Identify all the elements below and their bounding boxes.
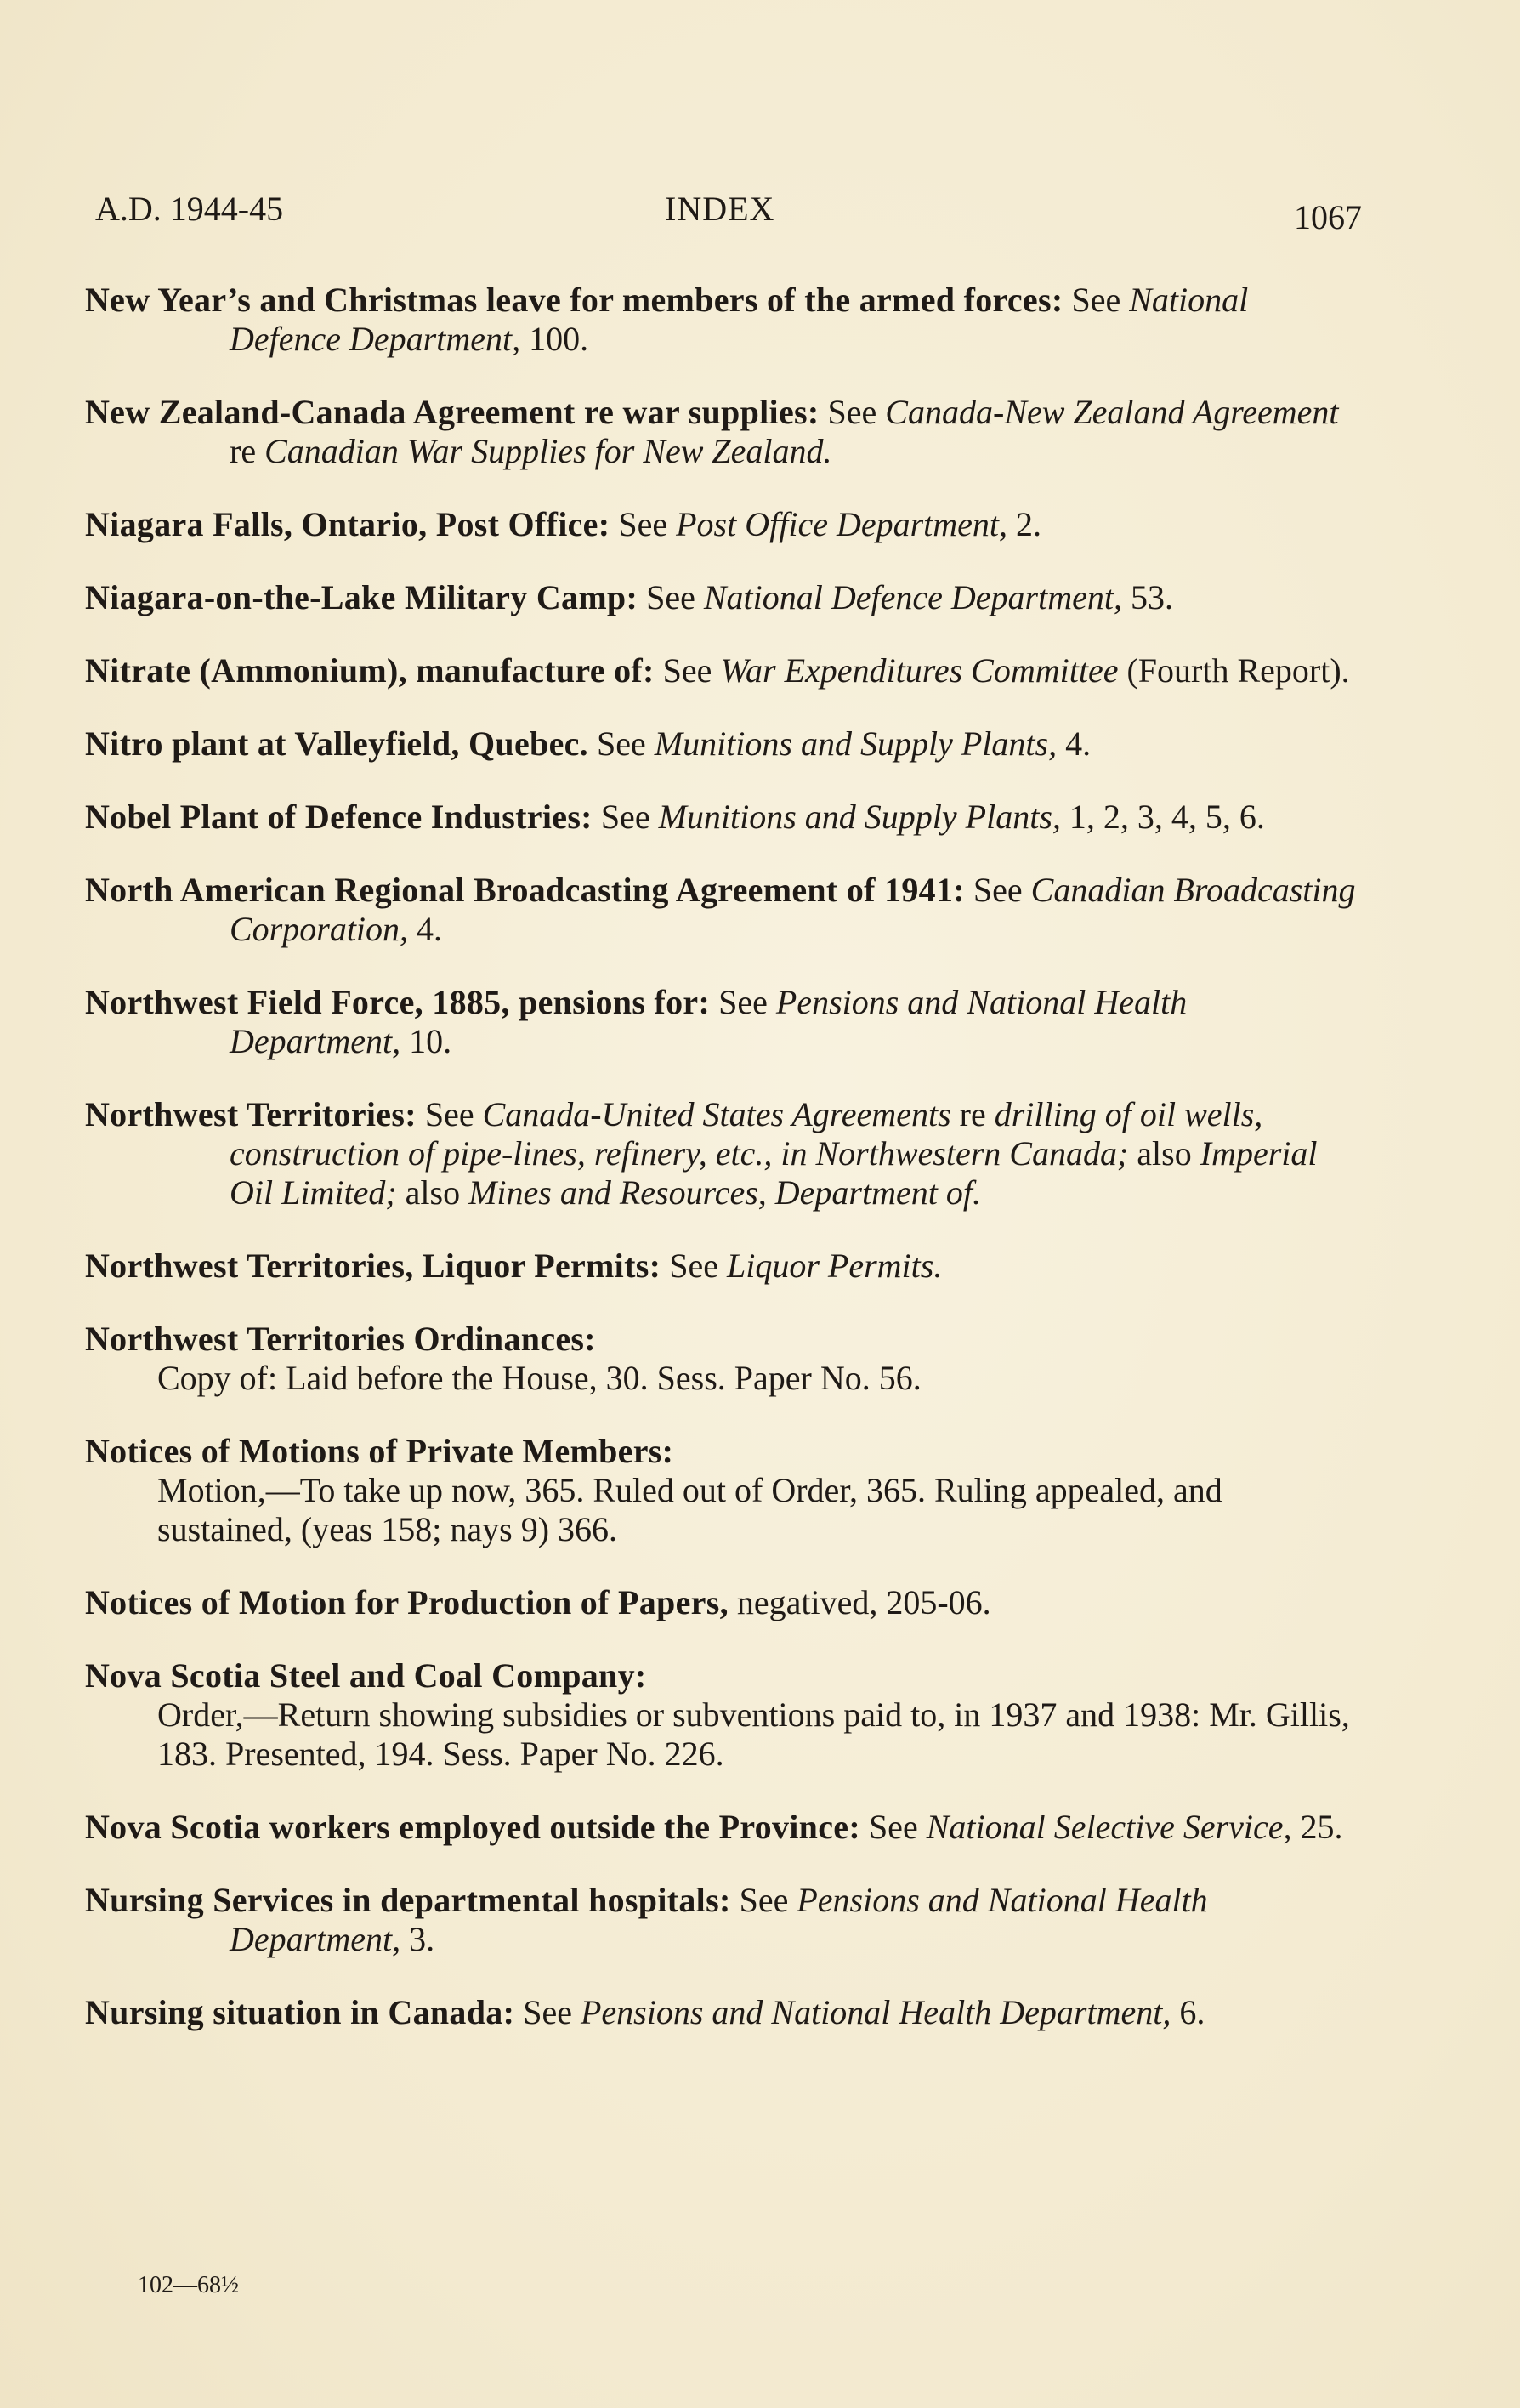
entry-connector-3: also	[396, 1173, 469, 1212]
entry-see: See	[523, 1993, 572, 2031]
entry-tail: 53.	[1121, 578, 1173, 616]
entry-tail: (Fourth Report).	[1118, 651, 1350, 690]
entry-reference: Pensions and National Health Department,	[230, 983, 1188, 1060]
entry-reference-3: Imperial Oil Limited;	[230, 1134, 1318, 1212]
entry-heading: Northwest Field Force, 1885, pensions for:	[85, 983, 711, 1021]
index-entry	[85, 1881, 1360, 1959]
entry-reference: Canadian Broadcasting Corporation,	[230, 871, 1356, 948]
entry-reference: Post Office Department,	[676, 505, 1008, 543]
index-entry	[85, 983, 1360, 1061]
entry-reference: Pensions and National Health Department,	[580, 1993, 1171, 2031]
index-entry	[85, 724, 1360, 764]
entry-connector: re	[230, 432, 265, 470]
entry-reference: Canada-United States Agreements	[482, 1095, 951, 1133]
entry-reference: Pensions and National Health Department,	[230, 1881, 1208, 1958]
entry-tail: 100.	[520, 320, 589, 358]
entry-heading: Nitrate (Ammonium), manufacture of:	[85, 651, 655, 690]
header-date-range: A.D. 1944-45	[95, 190, 284, 228]
entry-body: Copy of: Laid before the House, 30. Sess. Paper No. 56.	[157, 1359, 922, 1397]
entry-heading: Niagara Falls, Ontario, Post Office:	[85, 505, 610, 543]
index-entry	[85, 1247, 1360, 1286]
entry-heading: Northwest Territories, Liquor Permits:	[85, 1247, 661, 1285]
index-entry	[85, 281, 1360, 359]
entry-see: See	[646, 578, 695, 616]
entry-see: See	[718, 983, 768, 1021]
entry-connector-2: also	[1128, 1134, 1200, 1173]
entry-heading: Nursing situation in Canada:	[85, 1993, 515, 2031]
entry-tail: 1, 2, 3, 4, 5, 6.	[1060, 798, 1265, 836]
entry-heading: Nitro plant at Valleyfield, Quebec.	[85, 724, 588, 763]
entry-heading: New Year’s and Christmas leave for members of the armed forces:	[85, 281, 1063, 319]
entry-body: Motion,—To take up now, 365. Ruled out of Order, 365. Ruling appealed, and sustained, (yeas 158; nays 9) 366.	[157, 1471, 1222, 1548]
entry-heading: Northwest Territories:	[85, 1095, 417, 1133]
signature-mark: 102—68½	[138, 2272, 239, 2298]
entry-see: See	[618, 505, 668, 543]
entry-reference: National Defence Department,	[703, 578, 1122, 616]
page-number: 1067	[1294, 198, 1362, 236]
entry-heading: Nursing Services in departmental hospitals:	[85, 1881, 731, 1919]
index-entry	[85, 1656, 1360, 1774]
index-entry	[85, 798, 1360, 837]
entry-heading: New Zealand-Canada Agreement re war supplies:	[85, 393, 820, 431]
entry-tail: 6.	[1171, 1993, 1205, 2031]
entry-heading: Niagara-on-the-Lake Military Camp:	[85, 578, 638, 616]
entry-heading: Northwest Territories Ordinances:	[85, 1320, 596, 1358]
entry-heading: Notices of Motion for Production of Papers,	[85, 1583, 729, 1621]
index-entry	[85, 1993, 1360, 2032]
index-entry	[85, 578, 1360, 617]
entry-reference: War Expenditures Committee	[720, 651, 1119, 690]
index-entry	[85, 871, 1360, 949]
entry-see: See	[739, 1881, 789, 1919]
entry-heading: Notices of Motions of Private Members:	[85, 1432, 674, 1470]
entry-heading: Nova Scotia workers employed outside the Province:	[85, 1808, 860, 1846]
entry-see: See	[662, 651, 712, 690]
entry-see: See	[868, 1808, 918, 1846]
entry-heading: Nobel Plant of Defence Industries:	[85, 798, 593, 836]
index-entries	[85, 281, 1360, 2066]
entry-see: See	[424, 1095, 474, 1133]
entry-connector: re	[950, 1095, 995, 1133]
entry-reference-2: Canadian War Supplies for New Zealand.	[264, 432, 832, 470]
entry-tail: 3.	[400, 1920, 435, 1958]
index-entry	[85, 651, 1360, 690]
entry-reference: Munitions and Supply Plants,	[654, 724, 1058, 763]
entry-reference: Liquor Permits.	[726, 1247, 943, 1285]
entry-reference: Canada-New Zealand Agreement	[885, 393, 1339, 431]
entry-heading: Nova Scotia Steel and Coal Company:	[85, 1656, 647, 1695]
entry-body: Order,—Return showing subsidies or subventions paid to, in 1937 and 1938: Mr. Gillis, 183. Presented, 194. Sess. Paper No. 226.	[157, 1695, 1350, 1773]
entry-tail: 2.	[1007, 505, 1042, 543]
index-entry	[85, 1583, 1360, 1622]
entry-reference-4: Mines and Resources, Department of.	[468, 1173, 981, 1212]
entry-tail: 4.	[408, 910, 443, 948]
entry-see: See	[669, 1247, 718, 1285]
entry-see: See	[596, 724, 646, 763]
entry-see: See	[973, 871, 1023, 909]
page-header	[95, 189, 1362, 240]
index-entry	[85, 1095, 1360, 1213]
entry-body-inline: negatived, 205-06.	[728, 1583, 991, 1621]
index-entry	[85, 1808, 1360, 1847]
index-entry	[85, 393, 1360, 471]
entry-tail: 4.	[1057, 724, 1092, 763]
entry-reference: Munitions and Supply Plants,	[658, 798, 1061, 836]
entry-reference-2: drilling of oil wells, construction of pipe-lines, refinery, etc., in Northwestern Canada;	[230, 1095, 1263, 1173]
entry-tail: 25.	[1291, 1808, 1343, 1846]
entry-see: See	[1071, 281, 1121, 319]
header-title: INDEX	[665, 190, 775, 228]
entry-tail: 10.	[400, 1022, 452, 1060]
entry-see: See	[827, 393, 877, 431]
entry-see: See	[600, 798, 650, 836]
entry-reference: National Selective Service,	[926, 1808, 1292, 1846]
entry-reference: National Defence Department,	[230, 281, 1249, 358]
index-entry	[85, 1320, 1360, 1398]
entry-heading: North American Regional Broadcasting Agreement of 1941:	[85, 871, 965, 909]
index-entry	[85, 505, 1360, 544]
index-entry	[85, 1432, 1360, 1549]
